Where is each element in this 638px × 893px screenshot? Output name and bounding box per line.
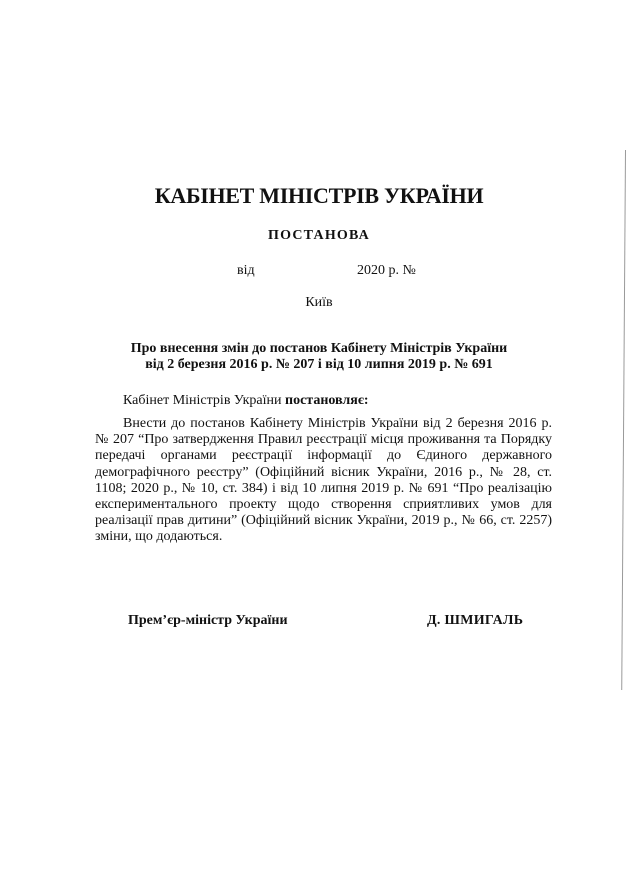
signature-name: Д. ШМИГАЛЬ <box>427 613 524 628</box>
subject-heading <box>0 341 638 373</box>
date-from-label: від <box>237 263 255 278</box>
decree-lead-text: Кабінет Міністрів України <box>123 393 285 408</box>
subject-line-2: від 2 березня 2016 р. № 207 і від 10 липня 2019 р. № 691 <box>145 357 493 372</box>
subject-line-1: Про внесення змін до постанов Кабінету Міністрів України <box>130 341 508 356</box>
document-type-heading: ПОСТАНОВА <box>268 228 370 243</box>
decree-lead-verb: постановляє: <box>285 393 369 408</box>
city-label: Київ <box>305 295 333 310</box>
issuer-heading: КАБІНЕТ МІНІСТРІВ УКРАЇНИ <box>154 183 484 208</box>
body-paragraph: Внести до постанов Кабінету Міністрів України від 2 березня 2016 р. № 207 “Про затвердження Правил реєстрації місця проживання та Порядку передачі органами реєстрації інформації до Єдиного державного демографічного реєстру” (Офіційний вісник України, 2016 р., № 28, ст. 1108; 2020 р., № 10, ст. 384) і від 10 липня 2019 р. № 691 “Про реалізацію експериментального проекту щодо створення сприятливих умов для реалізації прав дитини” (Офіційний вісник України, 2019 р., № 66, ст. 2257) зміни, що додаються. <box>95 416 552 545</box>
date-year-number: 2020 р. № <box>357 263 416 278</box>
decree-lead <box>123 393 369 409</box>
signature-title: Прем’єр-міністр України <box>128 613 288 628</box>
